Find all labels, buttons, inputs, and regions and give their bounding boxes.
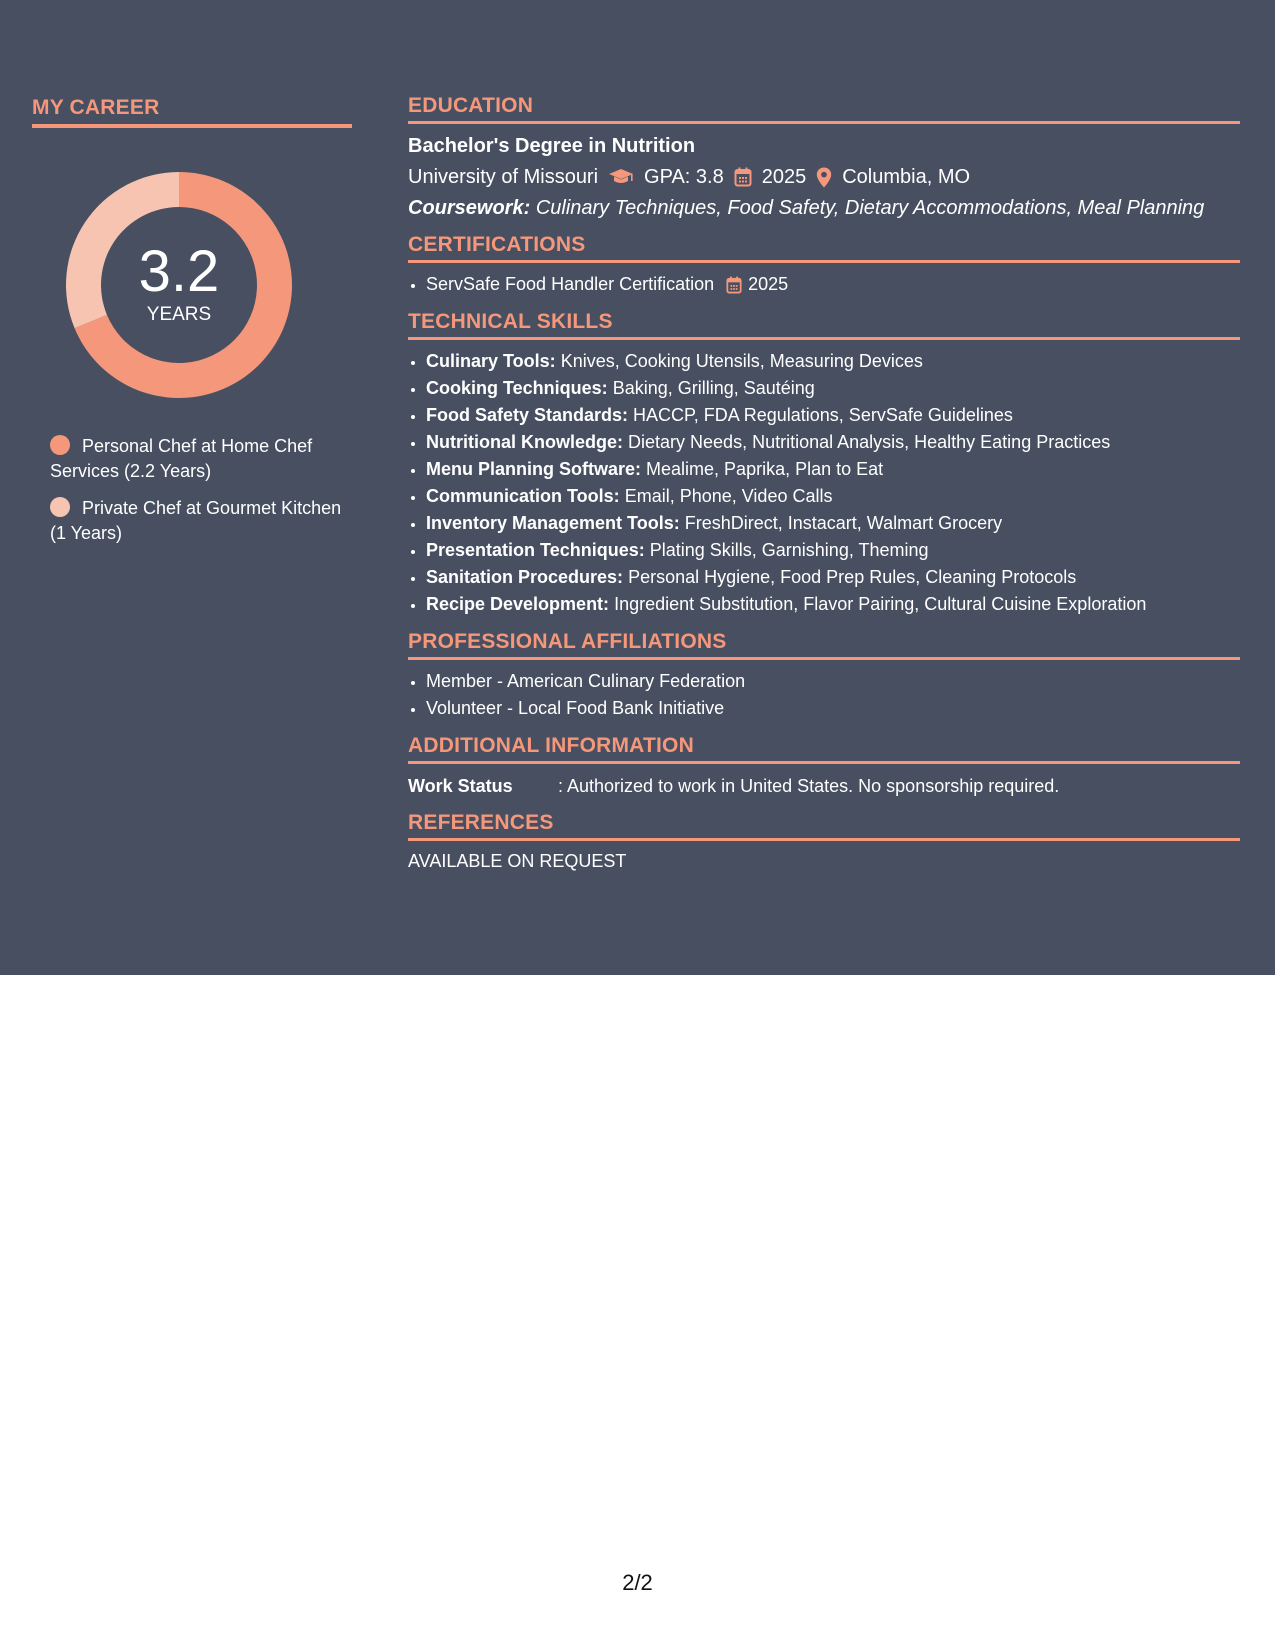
references-text: AVAILABLE ON REQUEST bbox=[408, 851, 627, 871]
additional-info-section bbox=[408, 734, 1240, 799]
skill-label: Recipe Development: bbox=[426, 594, 610, 614]
work-status-value: : Authorized to work in United States. No sponsorship required. bbox=[558, 776, 1060, 796]
skill-label: Cooking Techniques: bbox=[426, 378, 608, 398]
skill-value: Dietary Needs, Nutritional Analysis, Healthy Eating Practices bbox=[628, 432, 1111, 452]
list-item bbox=[426, 537, 1240, 564]
legend-label: Personal Chef at Home Chef Services (2.2 Years) bbox=[50, 436, 313, 481]
list-item bbox=[426, 591, 1240, 618]
legend-item bbox=[50, 434, 350, 484]
skill-value: Knives, Cooking Utensils, Measuring Devices bbox=[560, 351, 923, 371]
legend-dot-icon bbox=[50, 435, 70, 455]
coursework-list: Culinary Techniques, Food Safety, Dietary Accommodations, Meal Planning bbox=[535, 197, 1205, 219]
skill-value: Baking, Grilling, Sautéing bbox=[612, 378, 815, 398]
career-donut-chart bbox=[66, 172, 292, 398]
work-status-row bbox=[408, 773, 1240, 799]
coursework bbox=[408, 195, 1240, 221]
list-item: • Volunteer - Local Food Bank Initiative bbox=[426, 695, 1240, 722]
list-item bbox=[426, 564, 1240, 591]
list-item bbox=[426, 271, 1240, 298]
references-title: REFERENCES bbox=[408, 811, 1240, 841]
calendar-icon bbox=[726, 276, 742, 294]
skills-title: TECHNICAL SKILLS bbox=[408, 310, 1240, 340]
skill-value: Email, Phone, Video Calls bbox=[624, 486, 833, 506]
list-item bbox=[426, 456, 1240, 483]
certifications-list bbox=[408, 271, 1240, 298]
legend-dot-icon bbox=[50, 497, 70, 517]
career-panel bbox=[32, 96, 352, 558]
certification-year: 2025 bbox=[748, 274, 789, 294]
legend-item bbox=[50, 496, 350, 546]
skill-label: Nutritional Knowledge: bbox=[426, 432, 623, 452]
education-section bbox=[408, 94, 1240, 221]
list-item bbox=[426, 348, 1240, 375]
skills-section bbox=[408, 310, 1240, 618]
certifications-section bbox=[408, 233, 1240, 298]
graduation-year: 2025 bbox=[761, 166, 807, 188]
list-item: • Member - American Culinary Federation bbox=[426, 668, 1240, 695]
list-item bbox=[426, 429, 1240, 456]
affiliations-section bbox=[408, 630, 1240, 722]
main-content bbox=[408, 94, 1240, 884]
map-pin-icon bbox=[816, 167, 832, 188]
skills-list bbox=[408, 348, 1240, 618]
skill-value: HACCP, FDA Regulations, ServSafe Guidelines bbox=[633, 405, 1013, 425]
skill-value: FreshDirect, Instacart, Walmart Grocery bbox=[684, 513, 1003, 533]
skill-value: Mealime, Paprika, Plan to Eat bbox=[646, 459, 884, 479]
skill-value: Plating Skills, Garnishing, Theming bbox=[649, 540, 929, 560]
education-title: EDUCATION bbox=[408, 94, 1240, 124]
legend-label: Private Chef at Gourmet Kitchen (1 Years) bbox=[50, 498, 342, 543]
certifications-title: CERTIFICATIONS bbox=[408, 233, 1240, 263]
list-item bbox=[426, 402, 1240, 429]
skill-label: Food Safety Standards: bbox=[426, 405, 629, 425]
affiliations-list bbox=[408, 668, 1240, 722]
degree-name: Bachelor's Degree in Nutrition bbox=[408, 135, 696, 157]
career-legend bbox=[50, 434, 350, 546]
career-total-value: 3.2 bbox=[138, 239, 220, 304]
skill-label: Menu Planning Software: bbox=[426, 459, 642, 479]
career-total-unit: YEARS bbox=[146, 304, 212, 325]
coursework-label: Coursework: bbox=[408, 197, 531, 219]
additional-info-title: ADDITIONAL INFORMATION bbox=[408, 734, 1240, 764]
school-name: University of Missouri bbox=[408, 166, 599, 188]
graduation-cap-icon bbox=[608, 168, 634, 186]
skill-label: Culinary Tools: bbox=[426, 351, 556, 371]
page-number: 2/2 bbox=[622, 1570, 653, 1595]
affiliations-title: PROFESSIONAL AFFILIATIONS bbox=[408, 630, 1240, 660]
career-title: MY CAREER bbox=[32, 96, 352, 128]
donut-center bbox=[66, 172, 292, 398]
skill-value: Ingredient Substitution, Flavor Pairing, Cultural Cuisine Exploration bbox=[614, 594, 1147, 614]
skill-label: Presentation Techniques: bbox=[426, 540, 645, 560]
skill-label: Inventory Management Tools: bbox=[426, 513, 680, 533]
education-details bbox=[408, 164, 1240, 190]
certification-name: • ServSafe Food Handler Certification bbox=[426, 274, 715, 294]
calendar-icon bbox=[734, 167, 752, 187]
education-location: Columbia, MO bbox=[842, 166, 971, 188]
skill-label: Communication Tools: bbox=[426, 486, 620, 506]
work-status-label: Work Status bbox=[408, 776, 513, 796]
gpa: GPA: 3.8 bbox=[644, 166, 724, 188]
skill-value: Personal Hygiene, Food Prep Rules, Cleaning Protocols bbox=[628, 567, 1077, 587]
list-item bbox=[426, 510, 1240, 537]
skill-label: Sanitation Procedures: bbox=[426, 567, 624, 587]
list-item bbox=[426, 483, 1240, 510]
references-section bbox=[408, 811, 1240, 872]
list-item bbox=[426, 375, 1240, 402]
